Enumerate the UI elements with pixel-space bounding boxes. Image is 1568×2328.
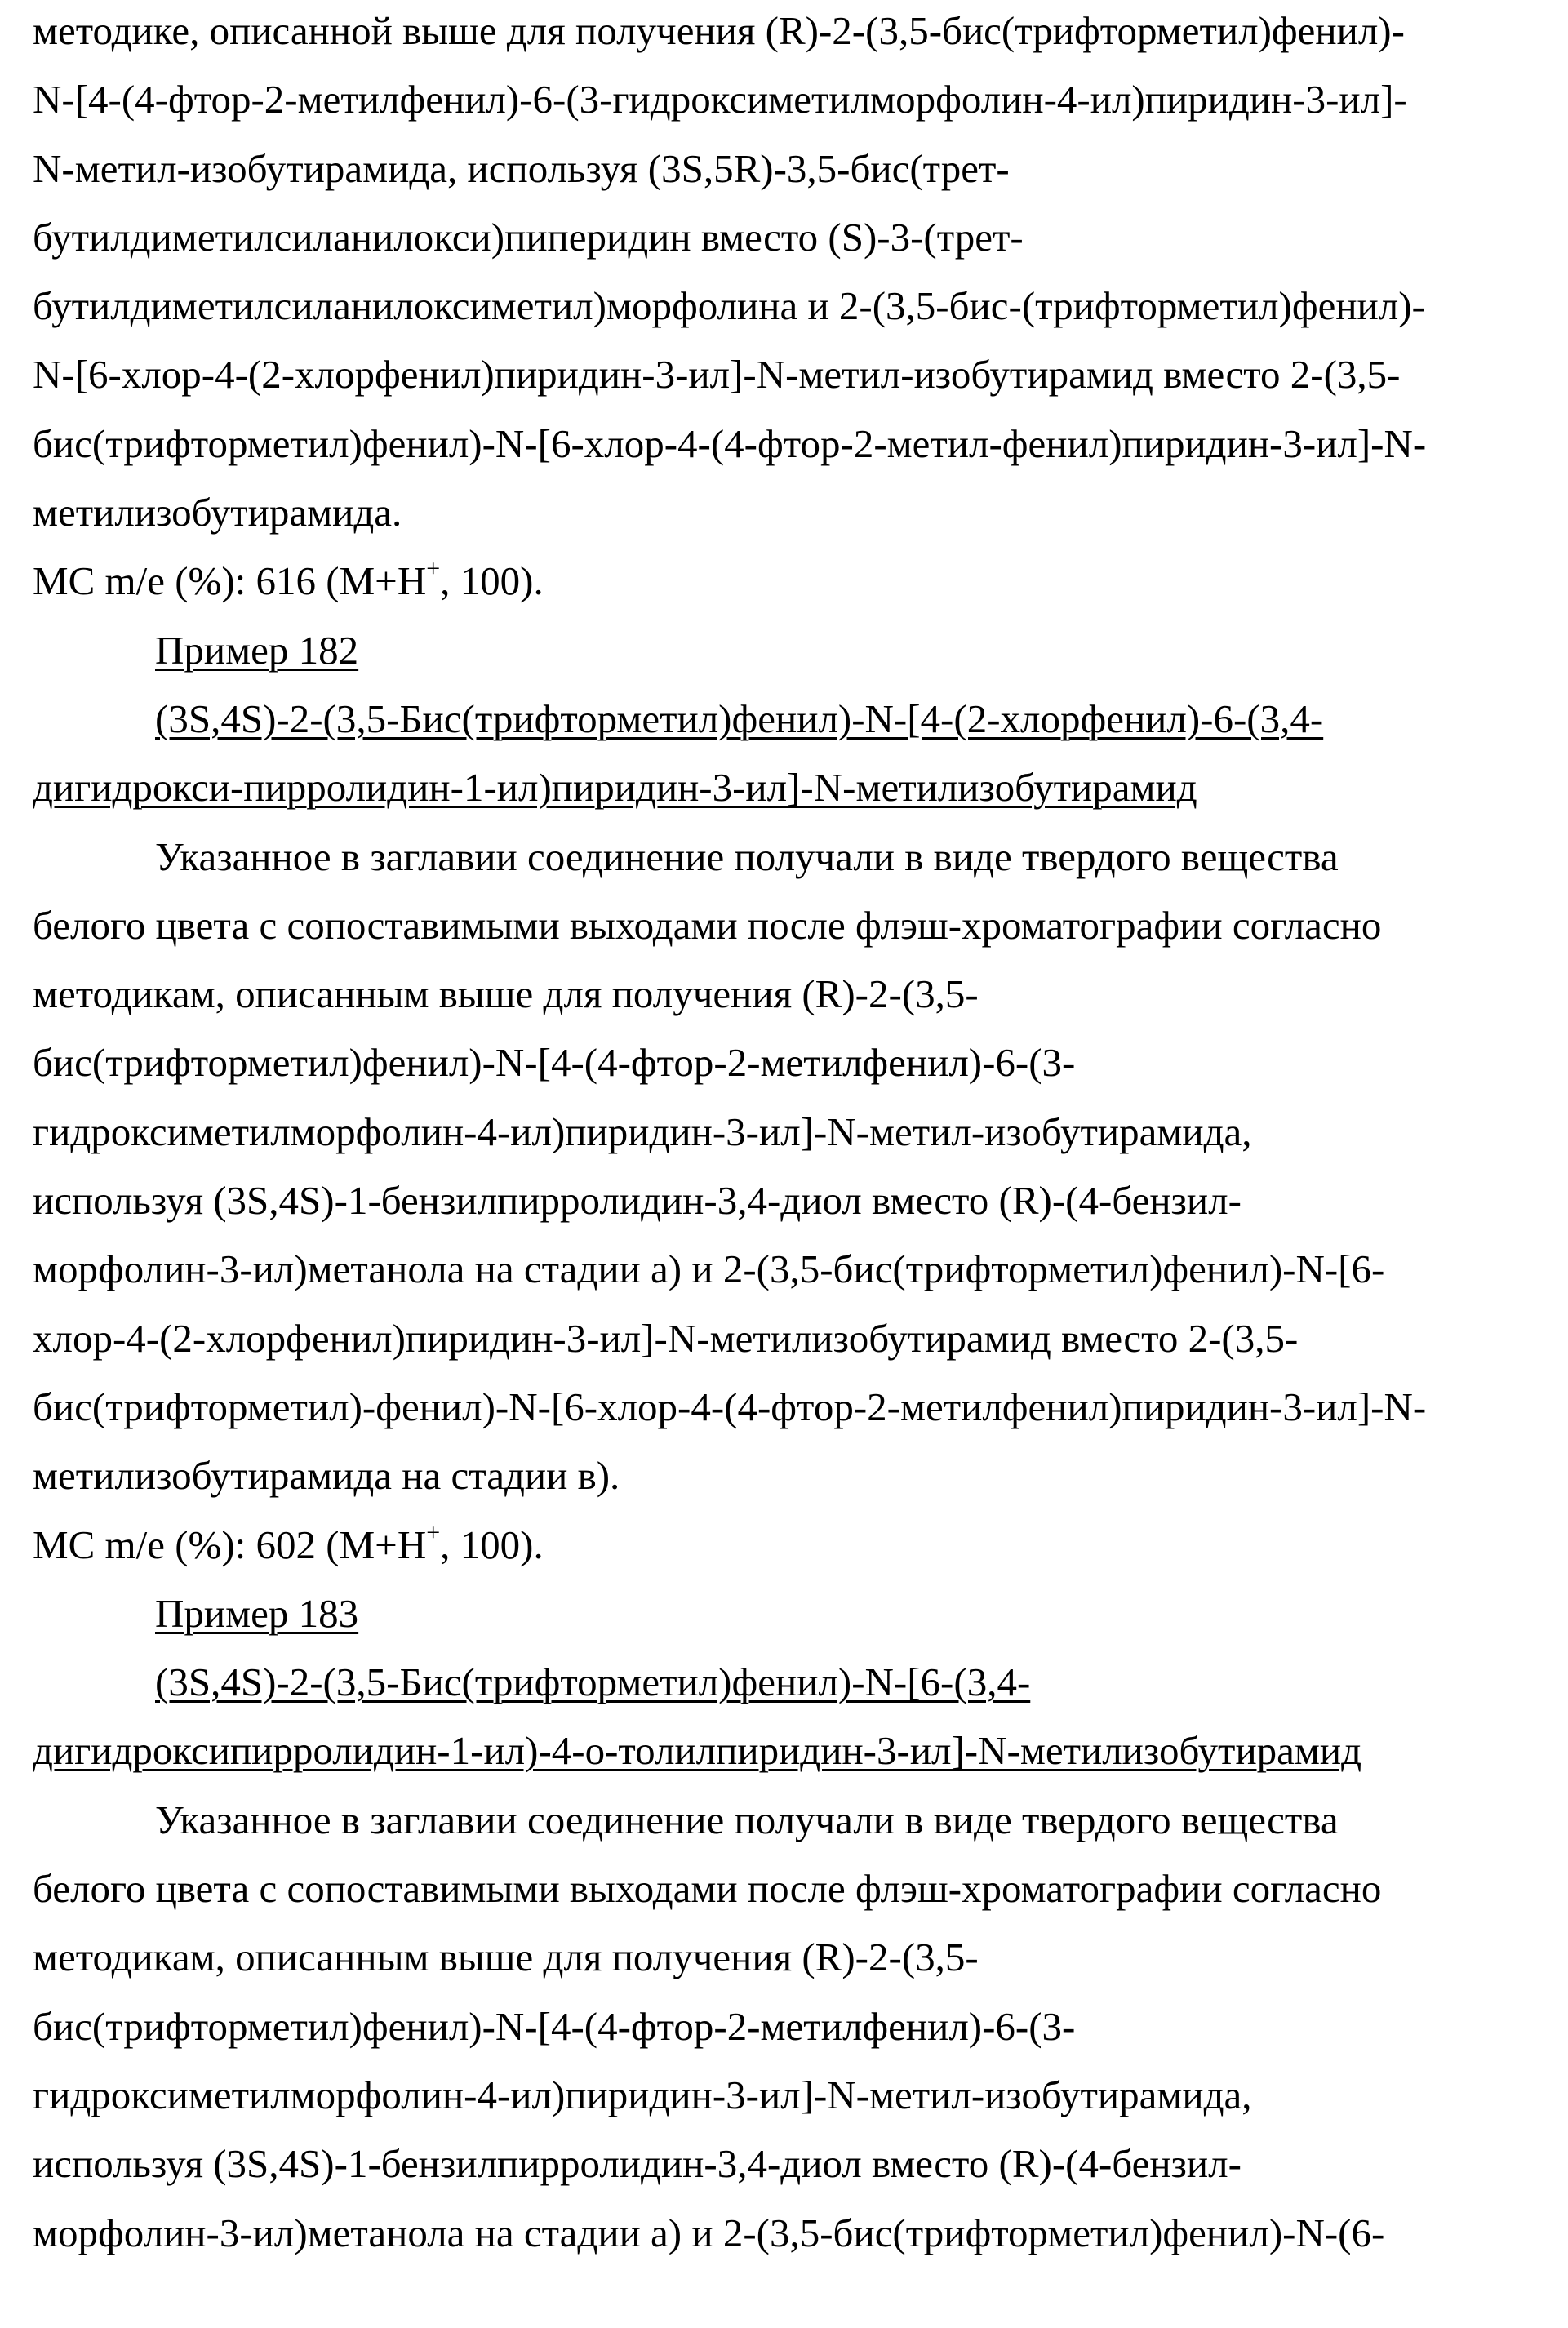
- line-text: методикам, описанным выше для получения (R)-2-(3,5-: [33, 1935, 979, 1979]
- line-text: морфолин-3-ил)метанола на стадии а) и 2-(3,5-бис(трифторметил)фенил)-N-[6-: [33, 1246, 1384, 1291]
- text-line: [0, 960, 1568, 1028]
- text-line: [0, 1855, 1568, 1923]
- line-text: белого цвета с сопоставимыми выходами после флэш-хроматографии согласно: [33, 903, 1381, 948]
- line-text: бутилдиметилсиланилоксиметил)морфолина и 2-(3,5-бис-(трифторметил)фенил)-: [33, 283, 1425, 328]
- line-text: Пример 182: [155, 628, 358, 673]
- line-text: бутилдиметилсиланилокси)пиперидин вместо (S)-3-(трет-: [33, 215, 1024, 260]
- text-line: [0, 2199, 1568, 2268]
- ms-post: , 100).: [440, 558, 544, 603]
- text-line: [0, 2130, 1568, 2198]
- text-line: [0, 1235, 1568, 1304]
- heading-line: [0, 616, 1568, 685]
- text-line: [0, 1098, 1568, 1166]
- text-line: [0, 1373, 1568, 1442]
- line-text: дигидрокси-пирролидин-1-ил)пиридин-3-ил]-N-метилизобутирамид: [33, 765, 1197, 810]
- text-line: [0, 1923, 1568, 1992]
- text-line: [0, 1028, 1568, 1097]
- text-line: [0, 272, 1568, 340]
- text-line: [0, 891, 1568, 960]
- heading-line: [0, 1717, 1568, 1785]
- line-text: бис(трифторметил)фенил)-N-[4-(4-фтор-2-метилфенил)-6-(3-: [33, 2004, 1075, 2049]
- text-line: [0, 823, 1568, 891]
- line-text: бис(трифторметил)фенил)-N-[6-хлор-4-(4-фтор-2-метил-фенил)пиридин-3-ил]-N-: [33, 421, 1426, 466]
- line-text: дигидроксипирролидин-1-ил)-4-о-толилпиридин-3-ил]-N-метилизобутирамид: [33, 1728, 1361, 1773]
- text-line: [0, 1166, 1568, 1235]
- line-text: (3S,4S)-2-(3,5-Бис(трифторметил)фенил)-N-[4-(2-хлорфенил)-6-(3,4-: [155, 696, 1323, 741]
- text-line: [0, 478, 1568, 547]
- line-text: Указанное в заглавии соединение получали в виде твердого вещества: [155, 1797, 1339, 1842]
- line-text: методике, описанной выше для получения (R)-2-(3,5-бис(трифторметил)фенил)-: [33, 8, 1405, 53]
- heading-line: [0, 753, 1568, 822]
- line-text: используя (3S,4S)-1-бензилпирролидин-3,4-диол вместо (R)-(4-бензил-: [33, 1178, 1242, 1223]
- line-text: Указанное в заглавии соединение получали в виде твердого вещества: [155, 834, 1339, 879]
- line-text: методикам, описанным выше для получения (R)-2-(3,5-: [33, 971, 979, 1016]
- line-text: бис(трифторметил)фенил)-N-[4-(4-фтор-2-метилфенил)-6-(3-: [33, 1040, 1075, 1085]
- line-text: хлор-4-(2-хлорфенил)пиридин-3-ил]-N-метилизобутирамид вместо 2-(3,5-: [33, 1316, 1298, 1361]
- line-text: бис(трифторметил)-фенил)-N-[6-хлор-4-(4-фтор-2-метилфенил)пиридин-3-ил]-N-: [33, 1384, 1426, 1429]
- text-line: [0, 65, 1568, 134]
- ms-post: , 100).: [440, 1522, 544, 1567]
- line-text: метилизобутирамида на стадии в).: [33, 1453, 620, 1498]
- line-text: N-[4-(4-фтор-2-метилфенил)-6-(3-гидроксиметилморфолин-4-ил)пиридин-3-ил]-: [33, 77, 1407, 122]
- heading-line: [0, 1579, 1568, 1648]
- text-line: [0, 1442, 1568, 1510]
- text-line: [0, 410, 1568, 478]
- line-text: гидроксиметилморфолин-4-ил)пиридин-3-ил]-N-метил-изобутирамида,: [33, 2073, 1252, 2117]
- text-line: [0, 1786, 1568, 1855]
- text-line: [0, 135, 1568, 203]
- ms-pre: МС m/e (%): 602 (М+Н: [33, 1522, 426, 1567]
- text-line: [0, 1304, 1568, 1373]
- line-text: гидроксиметилморфолин-4-ил)пиридин-3-ил]-N-метил-изобутирамида,: [33, 1109, 1252, 1154]
- mass-spec-line: [0, 1511, 1568, 1579]
- line-text: (3S,4S)-2-(3,5-Бис(трифторметил)фенил)-N-[6-(3,4-: [155, 1659, 1030, 1704]
- line-text: N-[6-хлор-4-(2-хлорфенил)пиридин-3-ил]-N-метил-изобутирамид вместо 2-(3,5-: [33, 352, 1400, 397]
- mass-spec-line: [0, 547, 1568, 615]
- text-line: [0, 340, 1568, 409]
- text-line: [0, 1993, 1568, 2061]
- text-line: [0, 2061, 1568, 2130]
- document-page: [0, 0, 1568, 2268]
- line-text: морфолин-3-ил)метанола на стадии а) и 2-(3,5-бис(трифторметил)фенил)-N-(6-: [33, 2210, 1384, 2255]
- heading-line: [0, 685, 1568, 753]
- line-text: белого цвета с сопоставимыми выходами после флэш-хроматографии согласно: [33, 1866, 1381, 1911]
- line-text: метилизобутирамида.: [33, 490, 402, 535]
- text-line: [0, 203, 1568, 272]
- ms-sup: +: [426, 1519, 440, 1546]
- ms-pre: МС m/e (%): 616 (М+Н: [33, 558, 426, 603]
- ms-sup: +: [426, 555, 440, 582]
- text-line: [0, 0, 1568, 65]
- line-text: Пример 183: [155, 1591, 358, 1636]
- line-text: N-метил-изобутирамида, используя (3S,5R)-3,5-бис(трет-: [33, 146, 1010, 191]
- line-text: используя (3S,4S)-1-бензилпирролидин-3,4-диол вместо (R)-(4-бензил-: [33, 2141, 1242, 2186]
- heading-line: [0, 1648, 1568, 1717]
